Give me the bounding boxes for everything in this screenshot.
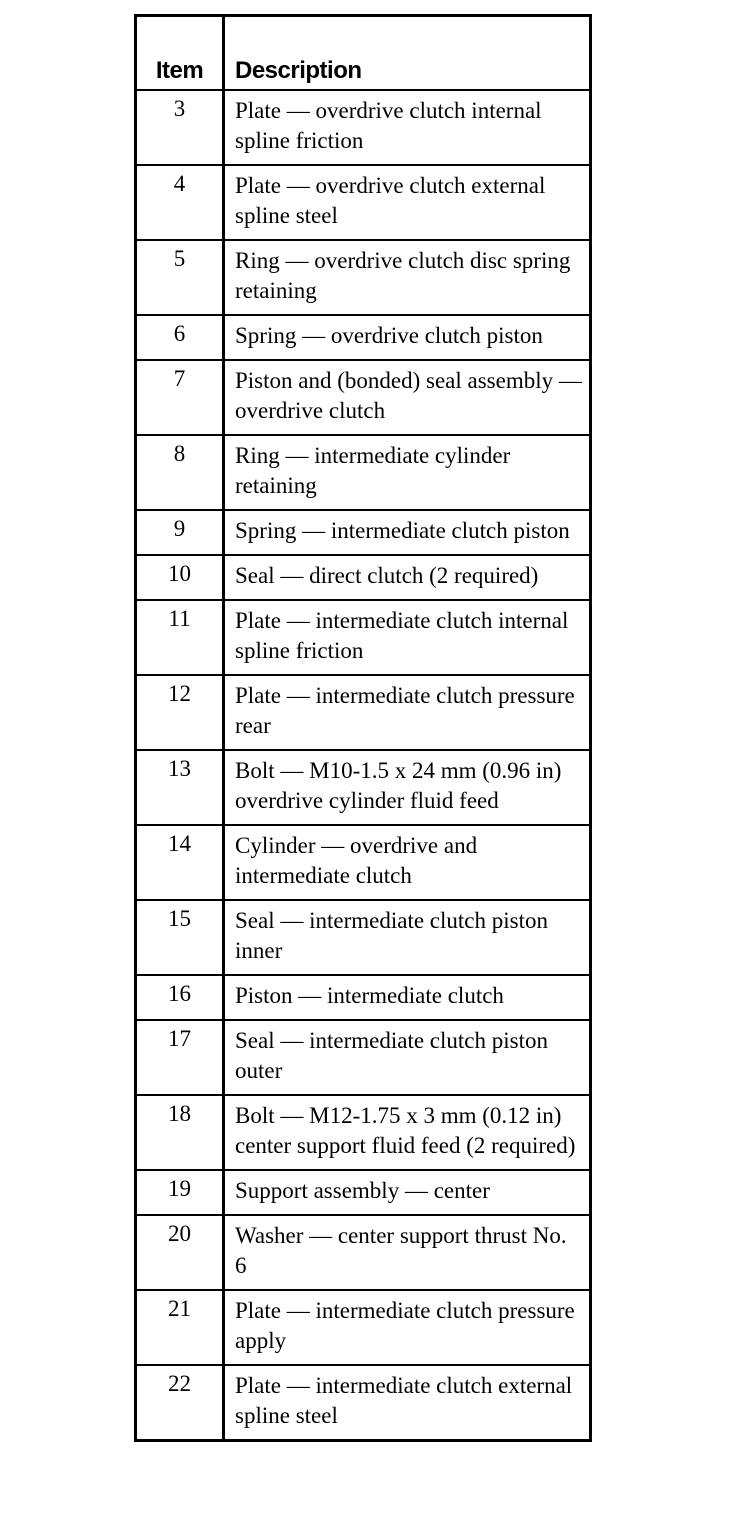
item-description: Plate — intermediate clutch pressure rear <box>224 675 591 750</box>
item-description: Spring — intermediate clutch piston <box>224 510 591 555</box>
item-number: 18 <box>136 1095 224 1170</box>
header-row <box>136 16 591 91</box>
table-row <box>136 1095 591 1170</box>
table-body <box>136 90 591 1441</box>
item-number: 21 <box>136 1290 224 1365</box>
item-number: 4 <box>136 165 224 240</box>
table-row <box>136 975 591 1020</box>
table-row <box>136 900 591 975</box>
item-description: Seal — direct clutch (2 required) <box>224 555 591 600</box>
item-number: 11 <box>136 600 224 675</box>
item-column-header: Item <box>136 16 224 91</box>
item-description: Bolt — M10-1.5 x 24 mm (0.96 in) overdrive cylinder fluid feed <box>224 750 591 825</box>
table-row <box>136 675 591 750</box>
item-description: Washer — center support thrust No. 6 <box>224 1215 591 1290</box>
table-row <box>136 240 591 315</box>
table-row <box>136 510 591 555</box>
table-row <box>136 360 591 435</box>
item-number: 12 <box>136 675 224 750</box>
item-description: Cylinder — overdrive and intermediate clutch <box>224 825 591 900</box>
item-number: 3 <box>136 90 224 165</box>
parts-table <box>134 14 592 1442</box>
item-number: 14 <box>136 825 224 900</box>
item-description: Bolt — M12-1.75 x 3 mm (0.12 in) center support fluid feed (2 required) <box>224 1095 591 1170</box>
table-row <box>136 825 591 900</box>
item-description: Spring — overdrive clutch piston <box>224 315 591 360</box>
item-description: Seal — intermediate clutch piston inner <box>224 900 591 975</box>
table-row <box>136 315 591 360</box>
item-number: 10 <box>136 555 224 600</box>
item-description: Plate — intermediate clutch internal spline friction <box>224 600 591 675</box>
item-description: Plate — intermediate clutch pressure apply <box>224 1290 591 1365</box>
item-number: 9 <box>136 510 224 555</box>
item-number: 20 <box>136 1215 224 1290</box>
item-number: 22 <box>136 1365 224 1441</box>
item-number: 17 <box>136 1020 224 1095</box>
item-description: Support assembly — center <box>224 1170 591 1215</box>
item-number: 5 <box>136 240 224 315</box>
item-description: Seal — intermediate clutch piston outer <box>224 1020 591 1095</box>
item-description: Plate — overdrive clutch external spline steel <box>224 165 591 240</box>
item-description: Piston — intermediate clutch <box>224 975 591 1020</box>
item-number: 19 <box>136 1170 224 1215</box>
item-number: 6 <box>136 315 224 360</box>
table-row <box>136 435 591 510</box>
item-description: Plate — overdrive clutch internal spline friction <box>224 90 591 165</box>
item-description: Ring — intermediate cylinder retaining <box>224 435 591 510</box>
table-row <box>136 1215 591 1290</box>
table-row <box>136 1020 591 1095</box>
table-row <box>136 750 591 825</box>
table-row <box>136 90 591 165</box>
item-description: Piston and (bonded) seal assembly — overdrive clutch <box>224 360 591 435</box>
table-row <box>136 1170 591 1215</box>
item-number: 16 <box>136 975 224 1020</box>
item-description: Ring — overdrive clutch disc spring retaining <box>224 240 591 315</box>
item-number: 7 <box>136 360 224 435</box>
item-number: 13 <box>136 750 224 825</box>
item-number: 15 <box>136 900 224 975</box>
table-row <box>136 600 591 675</box>
table-row <box>136 1365 591 1441</box>
item-number: 8 <box>136 435 224 510</box>
table-row <box>136 165 591 240</box>
table-row <box>136 1290 591 1365</box>
table-row <box>136 555 591 600</box>
description-column-header: Description <box>224 16 591 91</box>
item-description: Plate — intermediate clutch external spline steel <box>224 1365 591 1441</box>
